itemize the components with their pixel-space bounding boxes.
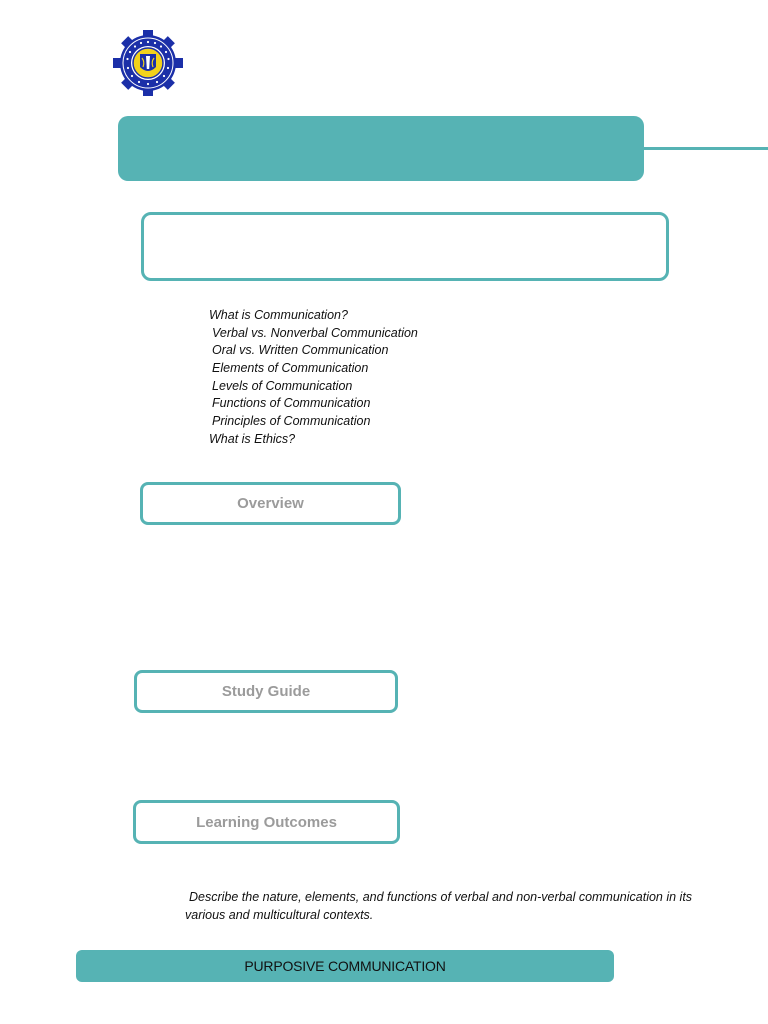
university-seal-logo [113, 30, 183, 96]
learning-outcome-text: Describe the nature, elements, and functions of verbal and non-verbal communication in its various and multicultural contexts. [185, 890, 693, 922]
topic-item: Levels of Communication [212, 378, 353, 393]
course-title: PURPOSIVE COMMUNICATION [244, 958, 446, 974]
header-banner-line [644, 147, 768, 150]
learning-outcomes-label: Learning Outcomes [196, 813, 337, 831]
learning-outcomes-section-header [133, 800, 400, 844]
topic-item: Principles of Communication [212, 414, 371, 429]
topic-item: Functions of Communication [212, 396, 371, 411]
study-guide-label: Study Guide [221, 683, 311, 700]
header-banner [118, 116, 644, 181]
module-title-box [141, 212, 669, 281]
topic-item: What is Ethics? [209, 431, 296, 446]
topic-item: Oral vs. Written Communication [212, 343, 389, 358]
footer-bar [76, 950, 614, 982]
overview-label: Overview [237, 495, 304, 512]
topic-item: Verbal vs. Nonverbal Communication [212, 325, 418, 340]
topic-item: Elements of Communication [212, 361, 369, 376]
study-guide-section-header [134, 670, 398, 713]
topic-item: What is Communication? [209, 308, 348, 322]
overview-section-header [140, 482, 401, 525]
topics-list [200, 307, 418, 449]
